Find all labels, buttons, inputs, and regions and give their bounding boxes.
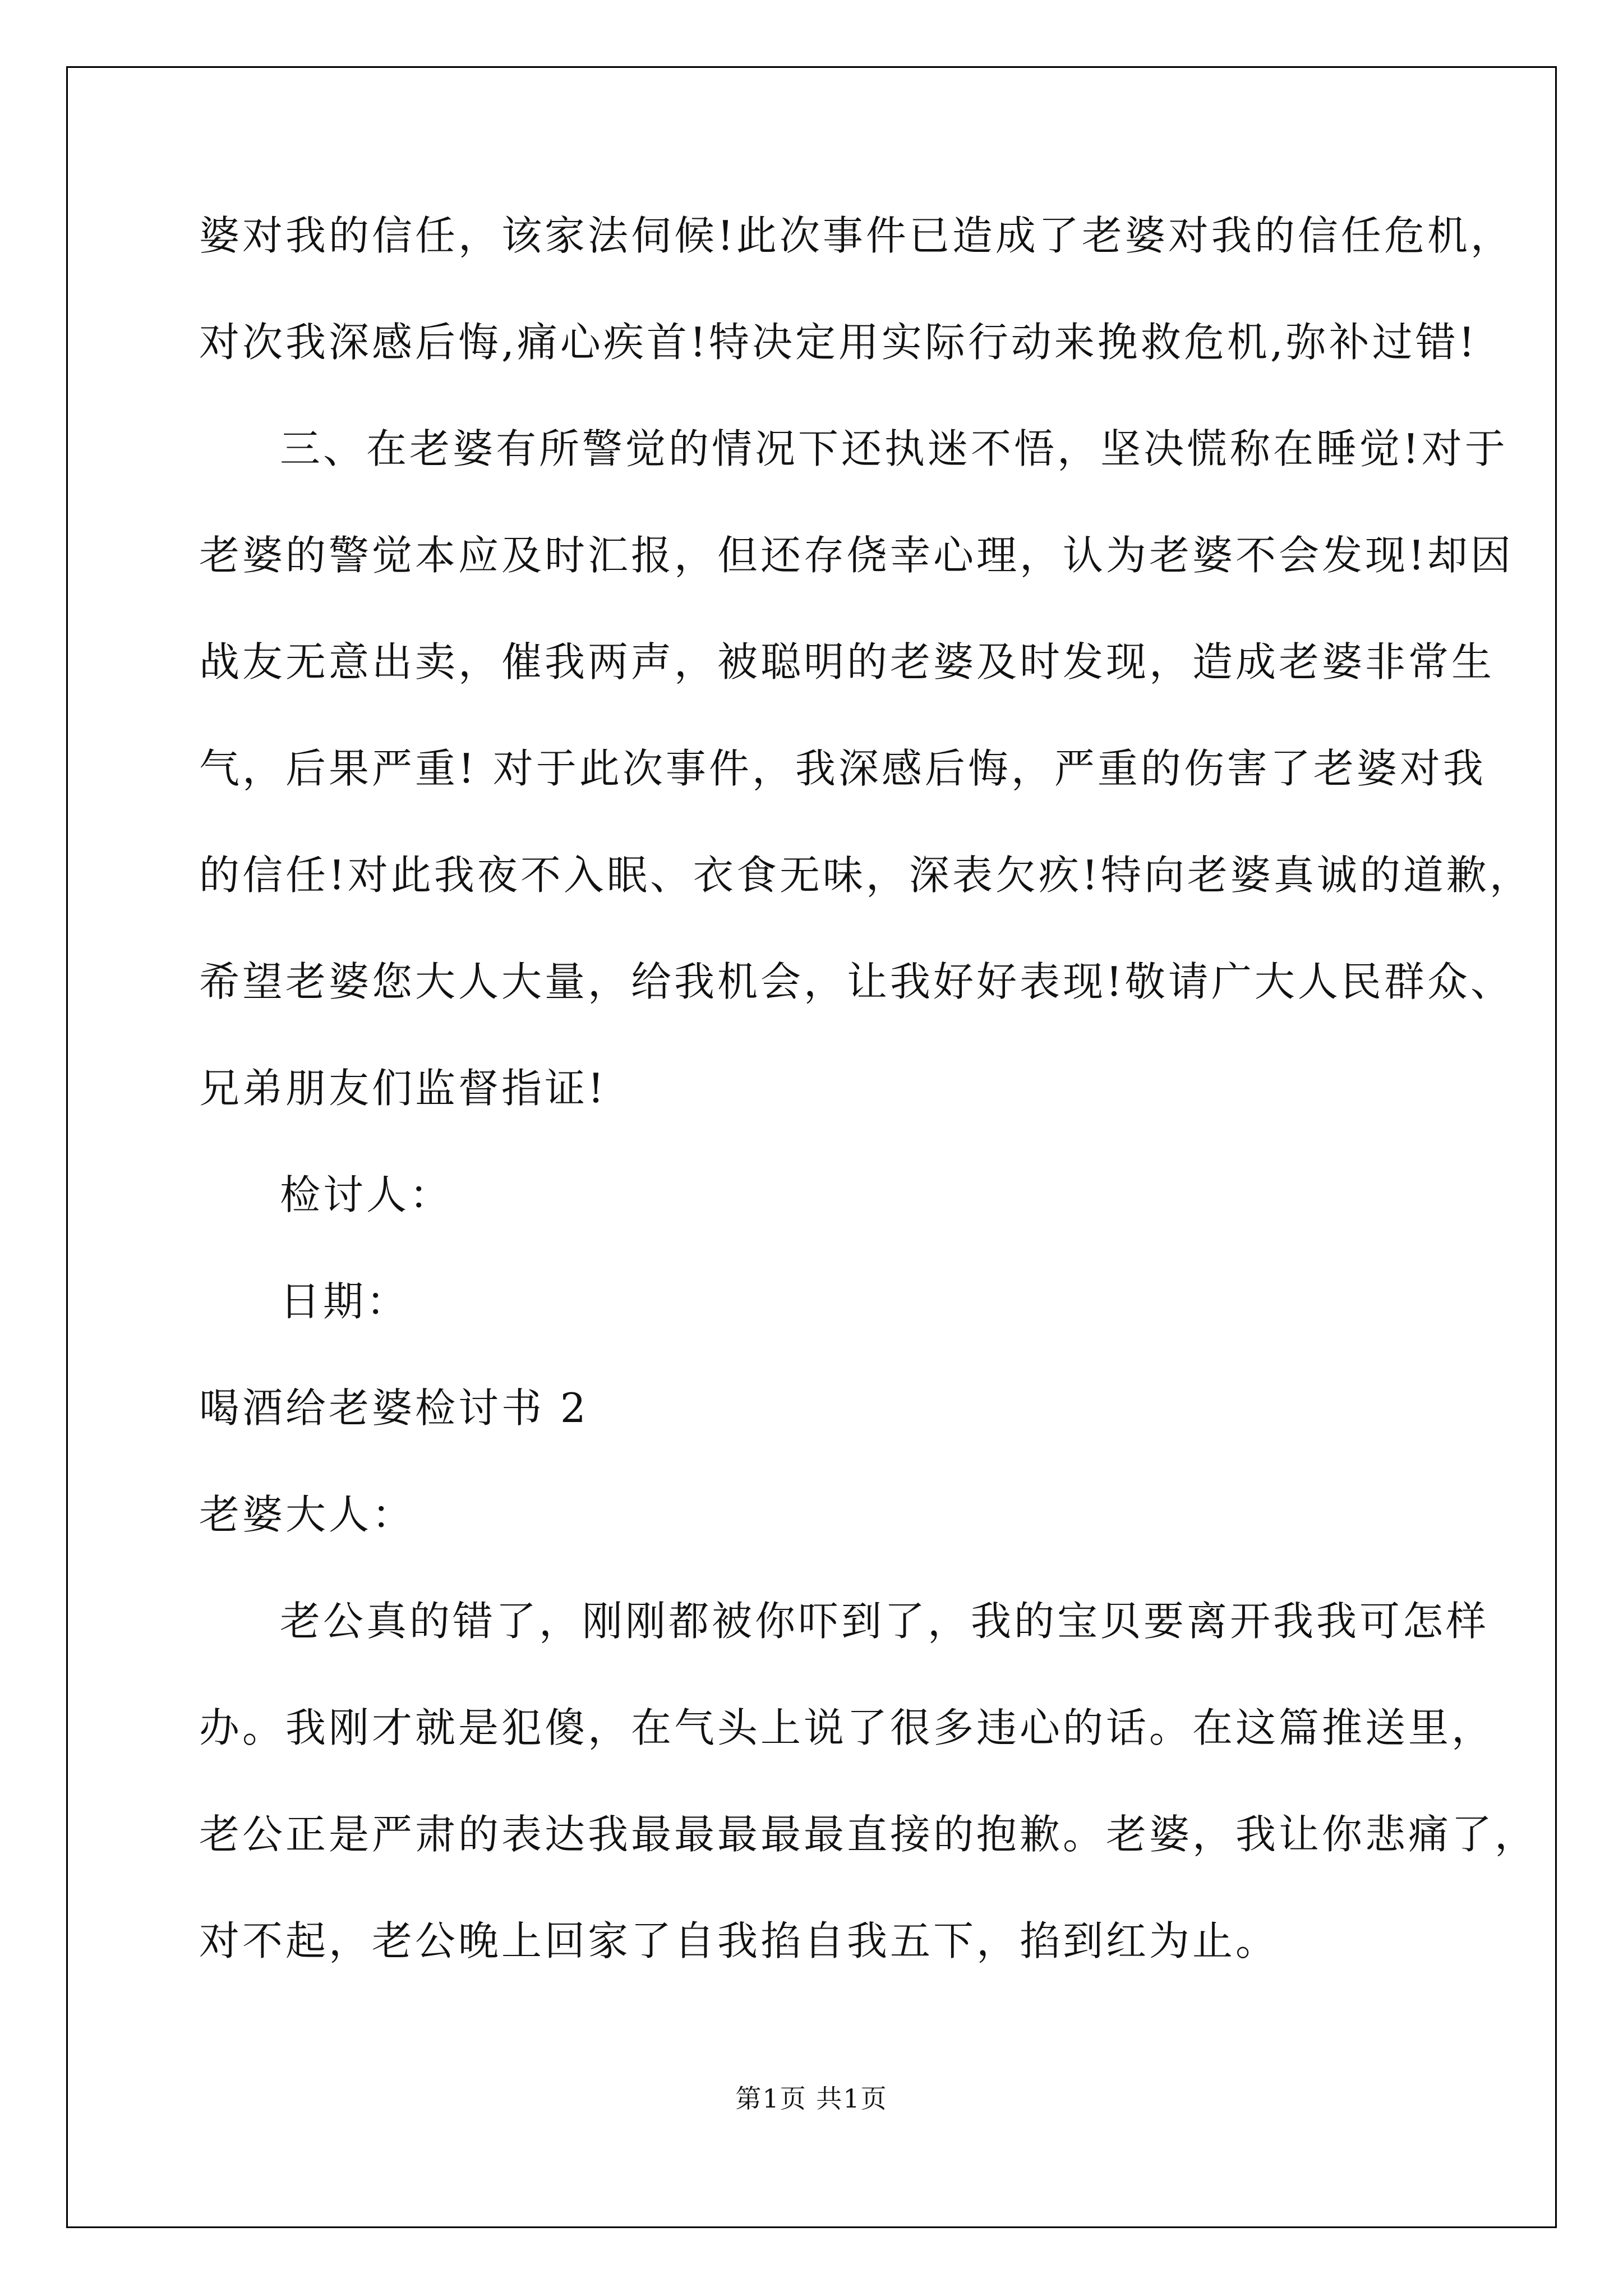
page-number-footer: 第1页 共1页 bbox=[735, 2083, 888, 2114]
text-line: 老公正是严肃的表达我最最最最最直接的抱歉。老婆，我让你悲痛了， bbox=[199, 1811, 1538, 1858]
text-line: 对不起，老公晚上回家了自我掐自我五下，掐到红为止。 bbox=[199, 1917, 1279, 1964]
text-line: 对次我深感后悔,痛心疾首!特决定用实际行动来挽救危机,弥补过错! bbox=[199, 319, 1478, 366]
text-line: 老婆的警觉本应及时汇报，但还存侥幸心理，认为老婆不会发现!却因 bbox=[199, 532, 1514, 579]
text-line: 办。我刚才就是犯傻，在气头上说了很多违心的话。在这篇推送里， bbox=[199, 1704, 1495, 1751]
text-line: 婆对我的信任，该家法伺候!此次事件已造成了老婆对我的信任危机， bbox=[199, 212, 1514, 259]
date-label: 日期： bbox=[280, 1278, 410, 1325]
text-line: 三、在老婆有所警觉的情况下还执迷不悟，坚决慌称在睡觉!对于 bbox=[280, 425, 1508, 472]
text-line: 兄弟朋友们监督指证! bbox=[199, 1065, 607, 1112]
section-heading: 喝酒给老婆检讨书 2 bbox=[199, 1384, 589, 1432]
text-line: 气，后果严重! 对于此次事件，我深感后悔，严重的伤害了老婆对我 bbox=[199, 745, 1486, 792]
text-line: 战友无意出卖，催我两声，被聪明的老婆及时发现，造成老婆非常生 bbox=[199, 638, 1495, 685]
signer-label: 检讨人： bbox=[280, 1171, 453, 1218]
text-line: 的信任!对此我夜不入眠、衣食无味，深表欠疚!特向老婆真诚的道歉， bbox=[199, 852, 1533, 899]
text-line: 老公真的错了，刚刚都被你吓到了，我的宝贝要离开我我可怎样 bbox=[280, 1598, 1490, 1645]
salutation: 老婆大人： bbox=[199, 1491, 416, 1538]
document-body bbox=[199, 202, 1538, 2014]
text-line: 希望老婆您大人大量，给我机会，让我好好表现!敬请广大人民群众、 bbox=[199, 958, 1514, 1005]
